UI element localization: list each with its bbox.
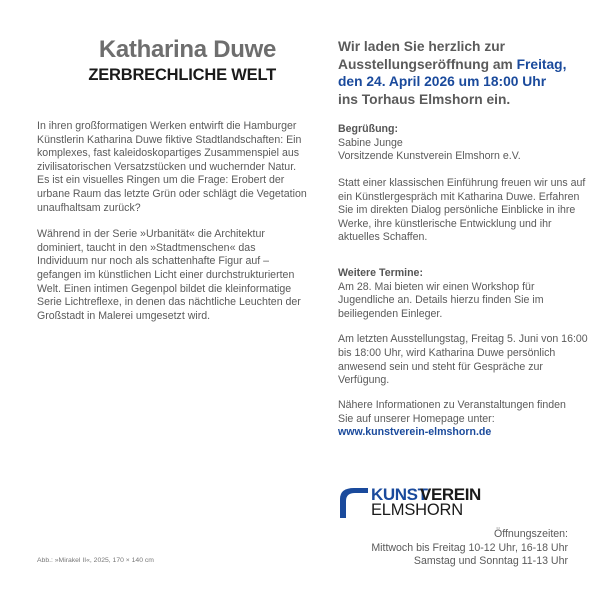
welcome-role: Vorsitzende Kunstverein Elmshorn e.V. [338,150,521,163]
dates-block [338,267,593,388]
welcome-heading: Begrüßung: [338,123,399,135]
kunstverein-logo [338,485,488,521]
intro-paragraph-2: Während in der Serie »Urbanität« die Architektur dominiert, taucht in den »Stadtmenschen« das Individuum nur noch als schattenhafte Figur auf – gefangen im künstlichen Licht einer durchstrukturierten Welt. Einen intimen Gegenpol bildet die kleinformatige Serie Lichtreflexe, in denen das nächtliche Leuchten der Großstadt in Malerei umgesetzt wird. [37,228,301,322]
logo-city: ELMSHORN [371,501,463,519]
homepage-link[interactable]: www.kunstverein-elmshorn.de [338,426,492,439]
dates-heading: Weitere Termine: [338,267,423,279]
logo-verein: VEREIN [420,485,481,504]
welcome-text-block [338,177,596,245]
hours-weekday: Mittwoch bis Freitag 10-12 Uhr, 16-18 Uhr [371,541,568,554]
welcome-block [338,123,598,164]
invitation-heading [338,38,588,108]
dates-last-day: Am letzten Ausstellungstag, Freitag 5. Juni von 16:00 bis 18:00 Uhr, wird Katharina Duwe persönlich anwesend sein und steht für Gespräche zur Verfügung. [338,333,588,387]
invitation-venue: ins Torhaus Elmshorn ein. [338,91,511,107]
logo-arch-icon [338,485,370,519]
image-caption: Abb.: »Mirakel II«, 2025, 170 × 140 cm [37,557,154,564]
intro-paragraph-1: In ihren großformatigen Werken entwirft die Hamburger Künstlerin Katharina Duwe fiktive Stadtlandschaften: Ein komplexes, fast kaleidoskopartiges Zusammenspiel aus zivilisatorischen Versatzstücken und wuchernder Natur. Es ist ein visuelles Ringen um die Frage: Erobert der urbane Raum das letzte Grün oder schlägt die Vegetation unaufhaltsam zurück? [37,120,307,214]
more-info-block [338,399,583,440]
invitation-date: den 24. April 2026 um 18:00 Uhr [338,74,547,89]
logo-kunst: KUNST [371,485,428,504]
welcome-name: Sabine Junge [338,136,403,149]
dates-workshop: Am 28. Mai bieten wir einen Workshop für Jugendliche an. Details hierzu finden Sie im beiliegenden Einleger. [338,280,544,320]
hours-heading: Öffnungszeiten: [493,528,568,540]
more-info-text: Nähere Informationen zu Veranstaltungen finden Sie auf unserer Homepage unter: [338,399,566,425]
invitation-line-2 [338,56,588,74]
invitation-line-2-prefix: Ausstellungseröffnung am [338,56,517,72]
invitation-line-1: Wir laden Sie herzlich zur [338,39,506,54]
hours-weekend: Samstag und Sonntag 11-13 Uhr [413,555,568,568]
artist-name: Katharina Duwe [98,36,276,63]
exhibition-title: ZERBRECHLICHE WELT [88,66,276,84]
intro-text [37,120,307,336]
invitation-day: Freitag, [516,56,567,72]
opening-hours [371,528,568,569]
welcome-text: Statt einer klassischen Einführung freuen wir uns auf ein Künstlergespräch mit Katharina Duwe. Erfahren Sie im direkten Dialog persönliche Einblicke in ihre Werke, ihre künstlerische Entwicklung und ihr aktuelles Schaffen. [338,177,586,244]
